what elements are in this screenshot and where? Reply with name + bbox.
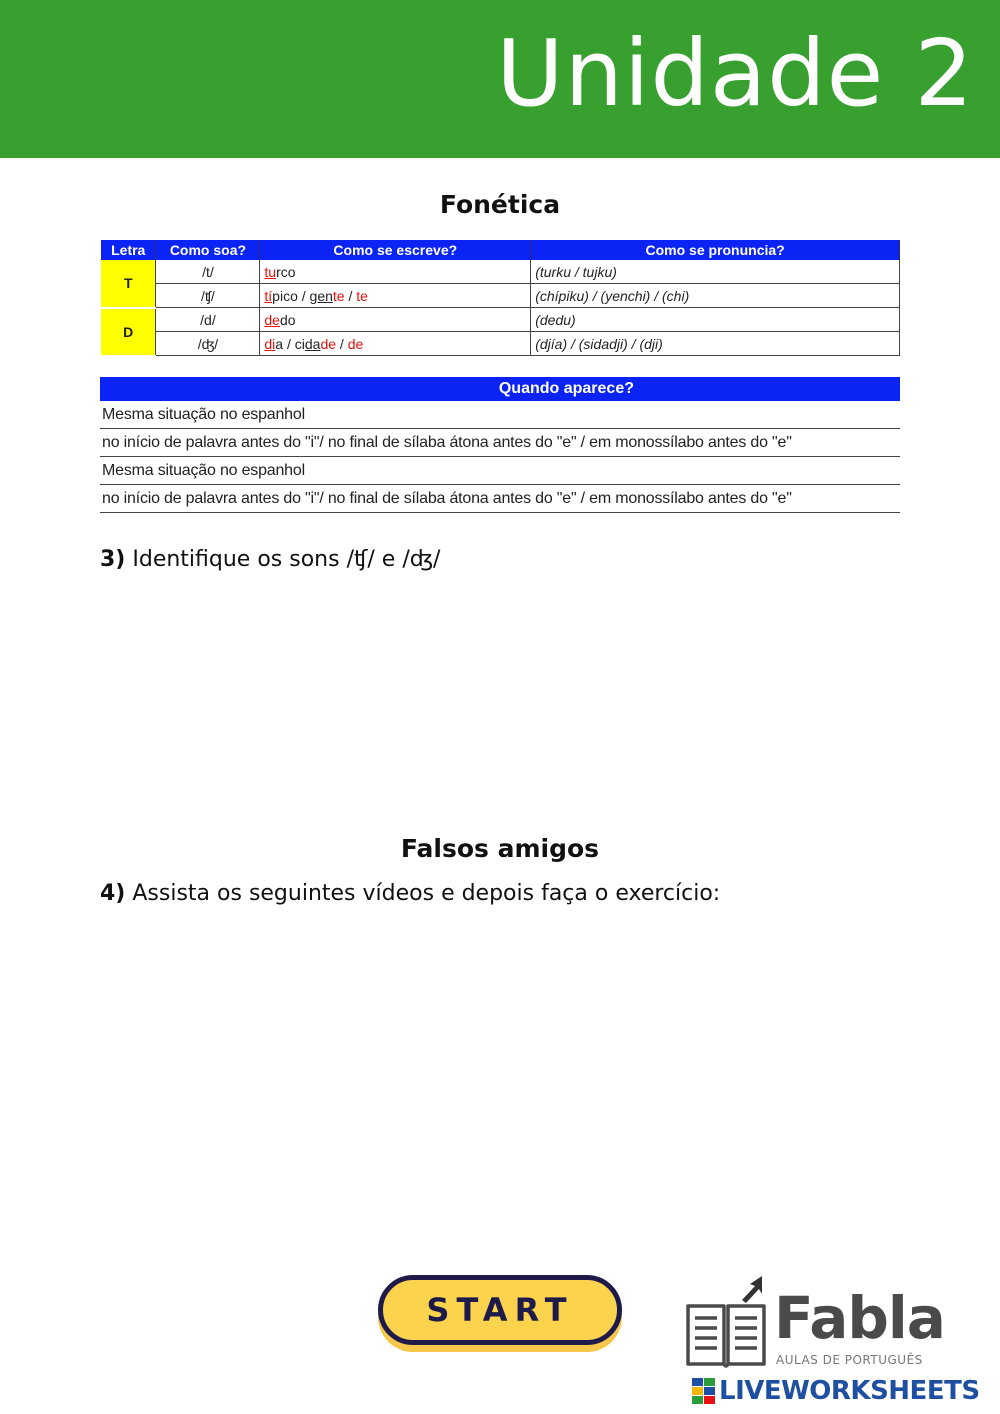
- letter-cell-d: D: [101, 308, 156, 356]
- sound-cell: /ʧ/: [156, 284, 260, 308]
- header-como-se-escreve: Como se escreve?: [260, 240, 531, 260]
- spelling-highlight: de: [264, 311, 280, 328]
- liveworksheets-logo: [692, 1376, 980, 1406]
- occurrence-cell: no início de palavra antes do "i"/ no final de sílaba átona antes do "e" / em monossílabo antes do "e": [100, 429, 900, 457]
- table-row: [100, 457, 900, 485]
- book-icon: [684, 1276, 768, 1371]
- spelling-text: gen: [309, 287, 333, 304]
- liveworksheets-badge-icon: [692, 1378, 716, 1404]
- page-header: [0, 0, 1000, 158]
- table-row: [101, 332, 900, 356]
- occurrence-cell: Mesma situação no espanhol: [100, 457, 900, 485]
- spelling-cell: [260, 260, 531, 284]
- spelling-text: /: [336, 335, 348, 352]
- header-quando-aparece: Quando aparece?: [100, 377, 900, 401]
- spelling-cell: [260, 308, 531, 332]
- question-text: Identifique os sons /ʧ/ e /ʤ/: [132, 547, 441, 572]
- header-como-se-pronuncia: Como se pronuncia?: [531, 240, 900, 260]
- sound-cell: /t/: [156, 260, 260, 284]
- spelling-text: da: [304, 335, 321, 352]
- phonetics-table: [101, 240, 900, 357]
- section-title-falsos-amigos: Falsos amigos: [400, 834, 600, 863]
- fabla-tagline: AULAS DE PORTUGUÊS: [776, 1353, 923, 1367]
- spelling-text: pico /: [272, 287, 310, 304]
- spelling-highlight: te: [356, 287, 368, 304]
- spelling-text: /: [344, 287, 357, 304]
- table-row: [101, 284, 900, 308]
- table-row: [100, 429, 900, 457]
- header-letra: Letra: [101, 240, 156, 260]
- table-row: [100, 401, 900, 429]
- occurrence-table-header: [100, 377, 900, 401]
- spelling-highlight: de: [347, 335, 364, 352]
- pronunciation-cell: (turku / tujku): [531, 260, 900, 284]
- question-text: Assista os seguintes vídeos e depois faça o exercício:: [132, 881, 721, 906]
- fabla-logo: [684, 1276, 954, 1371]
- header-como-soa: Como soa?: [156, 240, 260, 260]
- pronunciation-cell: (chípiku) / (yenchi) / (chi): [531, 284, 900, 308]
- fabla-wordmark: Fabla: [774, 1284, 945, 1352]
- sound-cell: /ʤ/: [156, 332, 260, 356]
- spelling-highlight: te: [332, 287, 345, 304]
- spelling-highlight: de: [320, 335, 337, 352]
- spelling-highlight: di: [264, 335, 276, 352]
- unit-title: Unidade 2: [496, 20, 974, 127]
- section-title-fonetica: Fonética: [439, 190, 561, 219]
- table-row: [101, 308, 900, 332]
- question-number: 4): [100, 881, 126, 906]
- spelling-text: do: [279, 311, 296, 328]
- table-row: [101, 260, 900, 284]
- spelling-highlight: tu: [264, 263, 277, 280]
- pronunciation-cell: (djía) / (sidadji) / (dji): [531, 332, 900, 356]
- spelling-text: rco: [276, 263, 296, 280]
- start-button[interactable]: START: [378, 1275, 622, 1345]
- question-3: [100, 547, 440, 572]
- table-row: [100, 485, 900, 513]
- occurrence-cell: no início de palavra antes do "i"/ no final de sílaba átona antes do "e" / em monossílabo antes do "e": [100, 485, 900, 513]
- spelling-cell: [260, 332, 531, 356]
- occurrence-table: [100, 377, 900, 513]
- spelling-cell: [260, 284, 531, 308]
- occurrence-cell: Mesma situação no espanhol: [100, 401, 900, 429]
- spelling-text: a / ci: [275, 335, 305, 352]
- sound-cell: /d/: [156, 308, 260, 332]
- liveworksheets-wordmark: LIVEWORKSHEETS: [719, 1376, 980, 1406]
- spelling-highlight: tí: [264, 287, 273, 304]
- pronunciation-cell: (dedu): [531, 308, 900, 332]
- phonetics-table-header: [101, 240, 900, 260]
- letter-cell-t: T: [101, 260, 156, 308]
- question-number: 3): [100, 547, 126, 572]
- question-4: [100, 881, 720, 906]
